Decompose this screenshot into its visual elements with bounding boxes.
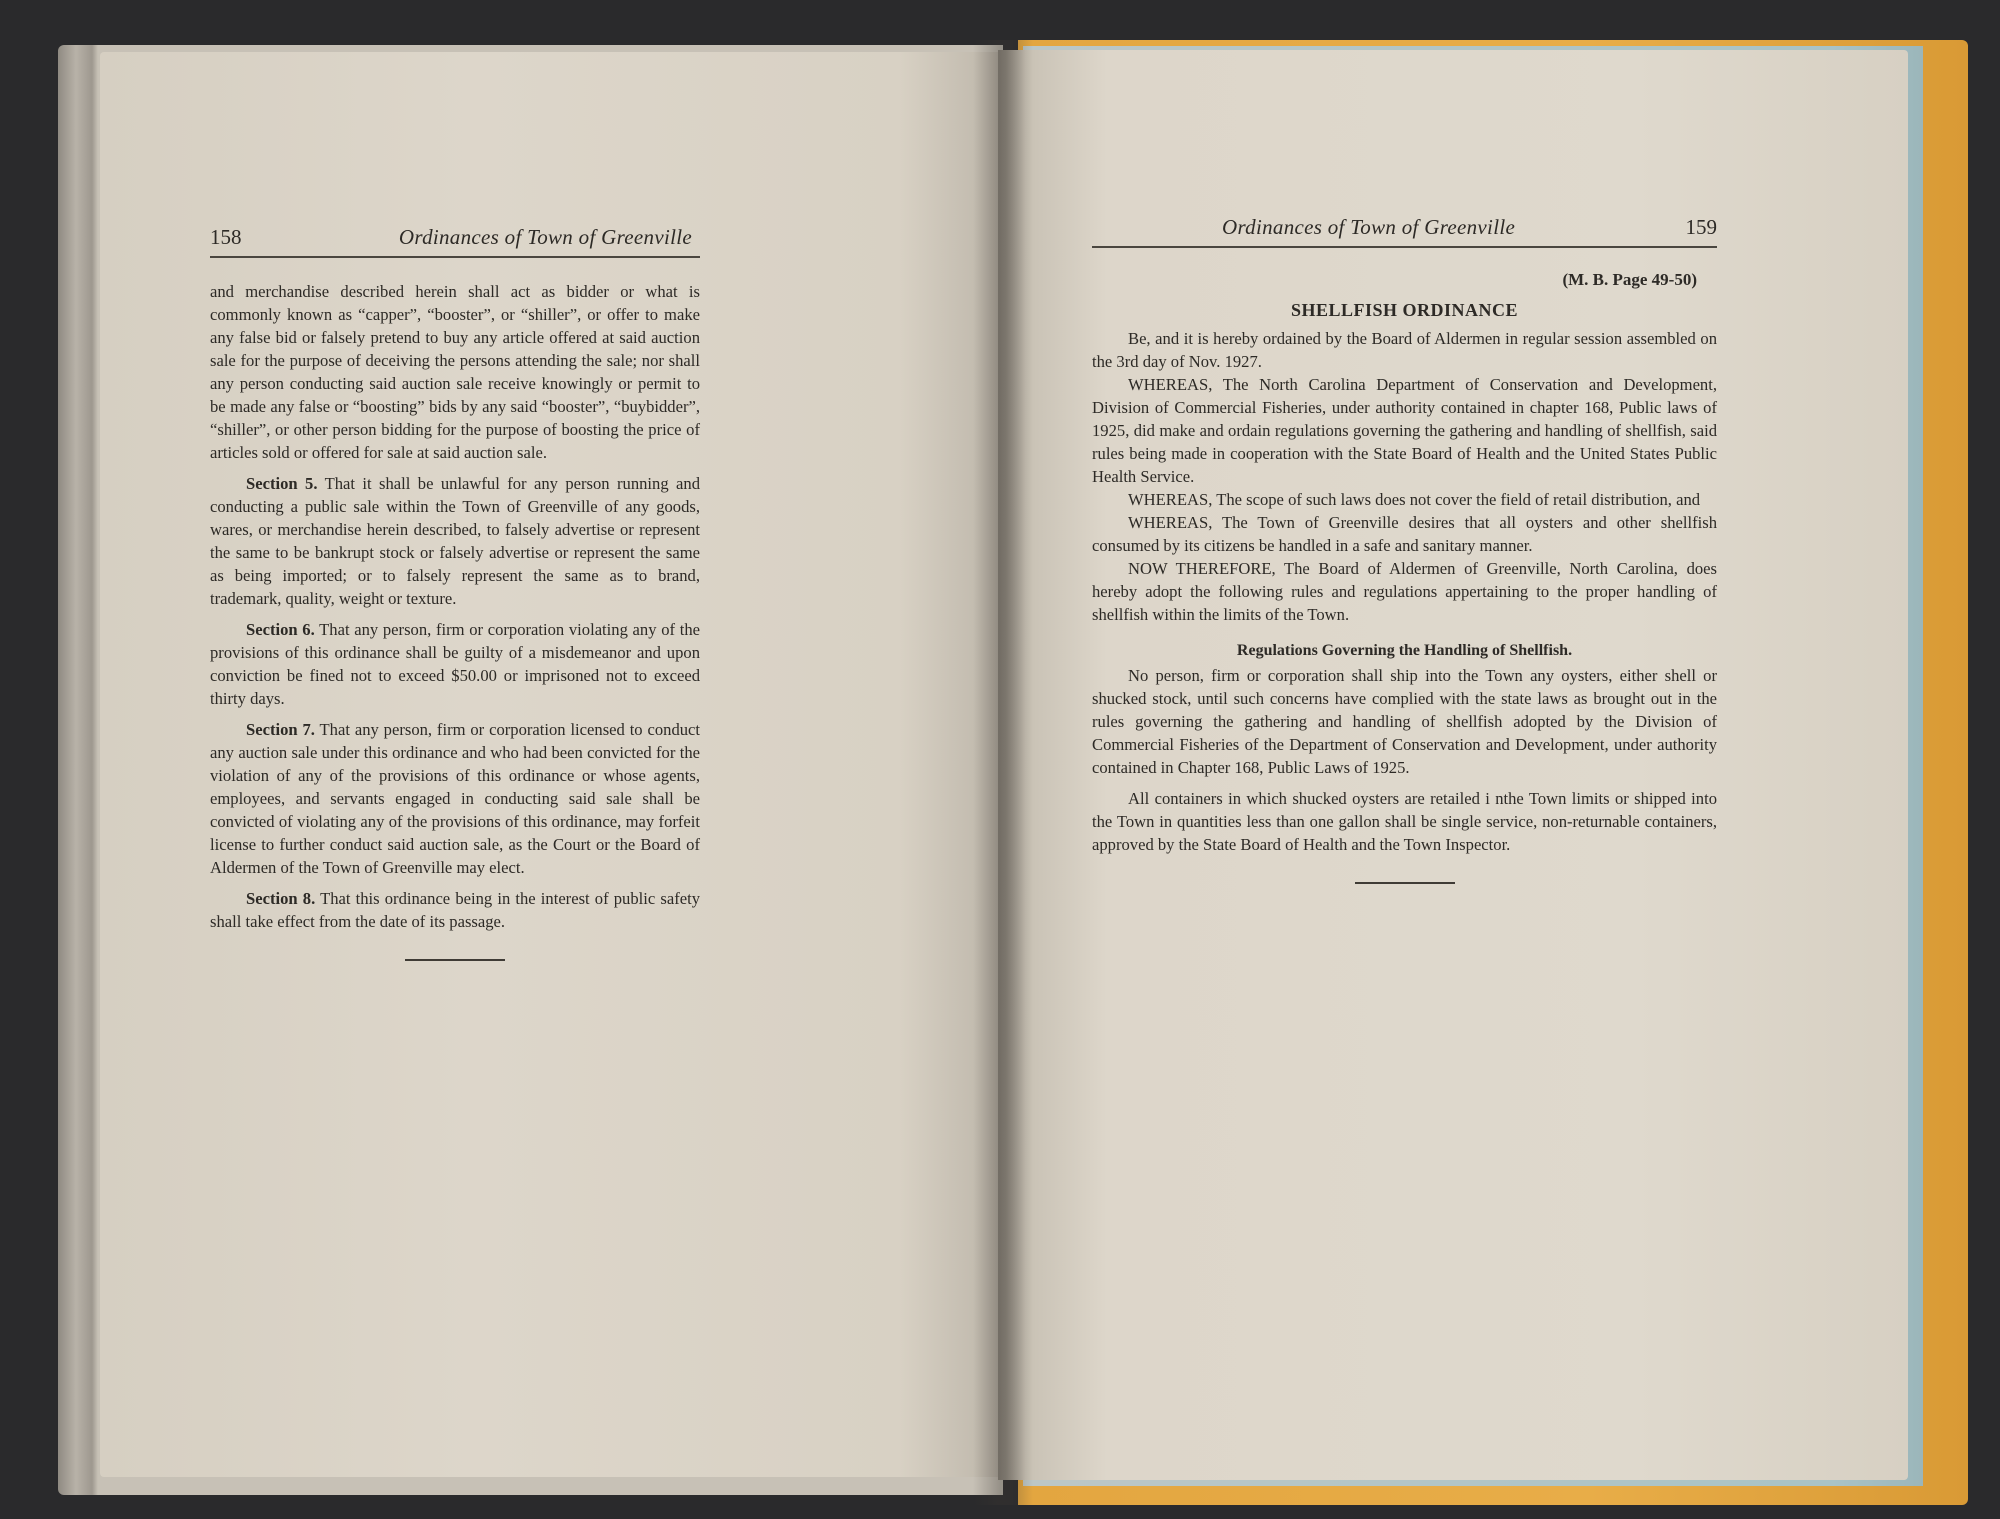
regulations-title: Regulations Governing the Handling of Shellfish. (1236, 642, 1573, 659)
section-8: Section 8. That this ordinance being in the interest of public safety shall take effect from the date of its passage. (210, 889, 700, 931)
page-number: 158 (210, 225, 242, 249)
paragraph: and merchandise described herein shall act as bidder or what is commonly known as “capper”, “booster”, or “shiller”, or offer to make any false bid or falsely pretend to buy any article offered at said auction sale for the purpose of deceiving the persons attending the sale; nor shall any person conducting said auction sale receive knowingly or permit to be made any false or “boosting” bids by any said “booster”, “buybidder”, “shiller”, or other person bidding for the purpose of boosting the price of articles sold or offered for sale at said auction sale. (210, 282, 700, 462)
ordinance-title: SHELLFISH ORDINANCE (1290, 300, 1519, 320)
section-6: Section 6. That any person, firm or corporation violating any of the provisions of this ordinance shall be guilty of a misdemeanor and upon conviction be fined not to exceed $50.00 or imprisoned not to exceed thirty days. (210, 620, 700, 708)
right-running-head (1092, 215, 1717, 248)
section-7: Section 7. That any person, firm or corporation licensed to conduct any auction sale under this ordinance and who had been convicted for the violation of any of the provisions of this ordinance or whose agents, employees, and servants engaged in conducting said sale shall be convicted of violating any of the provisions of this ordinance, may forfeit license to further conduct said auction sale, as the Court or the Board of Aldermen of the Town of Greenville may elect. (210, 720, 701, 877)
running-title: Ordinances of Town of Greenville (1222, 215, 1516, 239)
end-rule (1355, 882, 1455, 884)
section-5: Section 5. That it shall be unlawful for any person running and conducting a public sale within the Town of Greenville of any goods, wares, or merchandise herein described, to falsely advertise or represent the same to be bankrupt stock or falsely advertise or represent the same as being imported; or to falsely represent the same as to brand, trademark, quality, weight or texture. (210, 474, 700, 608)
end-rule (405, 959, 505, 961)
preamble-paragraph: Be, and it is hereby ordained by the Board of Aldermen in regular session assembled on the 3rd day of Nov. 1927. (1092, 329, 1717, 371)
preamble-paragraph: WHEREAS, The North Carolina Department of Conservation and Development, Division of Commercial Fisheries, under authority contained in chapter 168, Public laws of 1925, did make and ordain regulations governing the gathering and handling of shellfish, said rules being made in cooperation with the State Board of Health and the United States Public Health Service. (1092, 375, 1717, 486)
section-label: Section 6. (246, 620, 315, 639)
page-number: 159 (1685, 215, 1717, 239)
section-label: Section 8. (246, 889, 316, 908)
regulation-paragraph: No person, firm or corporation shall ship into the Town any oysters, either shell or shucked stock, until such concerns have complied with the state laws as brought out in the rules governing the gathering and handling of shellfish adopted by the Division of Commercial Fisheries of the Department of Conservation and Development, under authority contained in Chapter 168, Public Laws of 1925. (1092, 666, 1717, 777)
preamble-paragraph: WHEREAS, The scope of such laws does not cover the field of retail distribution, and (1128, 490, 1701, 509)
section-label: Section 7. (246, 720, 315, 739)
regulation-paragraph: All containers in which shucked oysters are retailed i nthe Town limits or shipped into the Town in quantities less than one gallon shall be single service, non-returnable containers, approved by the State Board of Health and the Town Inspector. (1092, 789, 1717, 854)
left-running-head (210, 225, 700, 258)
section-label: Section 5. (246, 474, 318, 493)
minute-book-reference: (M. B. Page 49-50) (1562, 270, 1697, 289)
right-page-text (1092, 215, 1717, 884)
running-title: Ordinances of Town of Greenville (398, 225, 692, 249)
preamble-paragraph: NOW THEREFORE, The Board of Aldermen of Greenville, North Carolina, does hereby adopt the following rules and regulations appertaining to the proper handling of shellfish within the limits of the Town. (1092, 559, 1717, 624)
book-gutter (973, 40, 1033, 1505)
preamble-paragraph: WHEREAS, The Town of Greenville desires that all oysters and other shellfish consumed by its citizens be handled in a safe and sanitary manner. (1092, 513, 1717, 555)
left-page-text (210, 225, 700, 961)
